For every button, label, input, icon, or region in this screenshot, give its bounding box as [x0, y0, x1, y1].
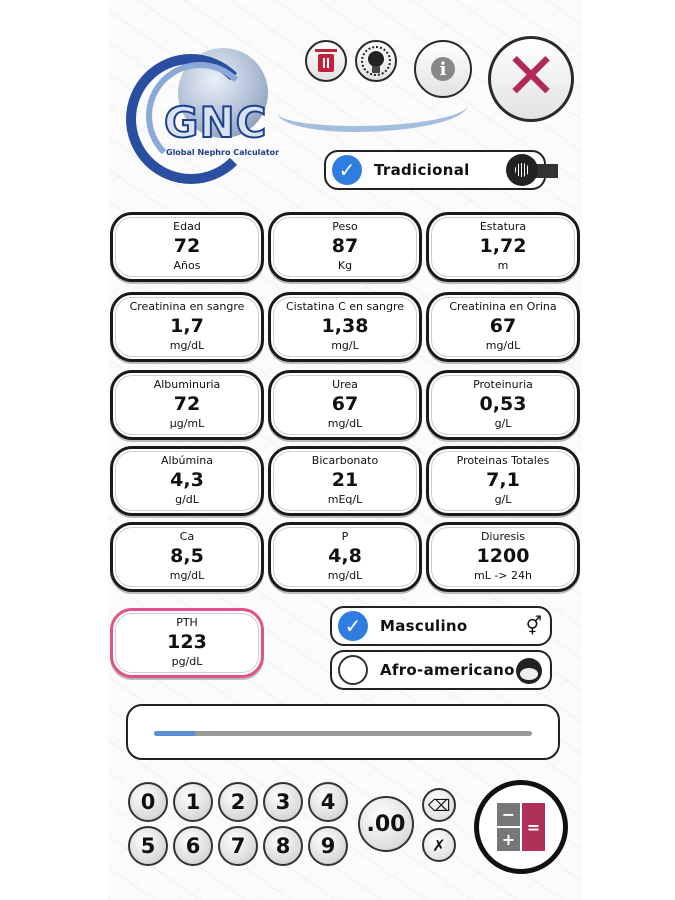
- key-0[interactable]: 0: [128, 782, 168, 822]
- field-value: 1,72: [479, 235, 527, 258]
- field-label: Proteinuria: [473, 378, 533, 392]
- tradicional-label: Tradicional: [374, 161, 470, 179]
- field-label: PTH: [176, 616, 198, 630]
- progress-fill: [154, 731, 196, 736]
- field-value: 87: [331, 235, 359, 258]
- app-screen: [108, 0, 582, 900]
- field-label: Creatinina en sangre: [129, 300, 245, 314]
- field-label: Proteinas Totales: [456, 454, 550, 468]
- info-button[interactable]: [414, 40, 472, 98]
- field-label: Albúmina: [160, 454, 214, 468]
- field-value: 0,53: [479, 393, 527, 416]
- field-value: 1200: [476, 545, 530, 568]
- field-albumina[interactable]: [110, 446, 264, 516]
- measuring-tape-icon: [506, 154, 556, 186]
- field-unit: mg/L: [331, 338, 359, 352]
- trash-icon: [318, 54, 334, 72]
- field-creatinina-en-orina[interactable]: [426, 292, 580, 362]
- field-creatinina-en-sangre[interactable]: [110, 292, 264, 362]
- field-label: Estatura: [479, 220, 527, 234]
- field-proteinas-totales[interactable]: [426, 446, 580, 516]
- field-unit: pg/dL: [171, 654, 203, 668]
- field-diuresis[interactable]: [426, 522, 580, 592]
- clear-button[interactable]: [422, 828, 456, 862]
- field-label: P: [341, 530, 349, 544]
- field-peso[interactable]: [268, 212, 422, 282]
- field-unit: mg/dL: [327, 416, 363, 430]
- backspace-button[interactable]: [422, 788, 456, 822]
- calculate-button[interactable]: [474, 780, 568, 874]
- pth-field[interactable]: [110, 608, 264, 678]
- info-icon: i: [431, 57, 455, 81]
- logo-text: GNC: [164, 98, 268, 147]
- field-unit: mL -> 24h: [474, 568, 532, 582]
- field-label: Cistatina C en sangre: [286, 300, 404, 314]
- field-value: 123: [167, 631, 207, 654]
- close-icon: ✕: [504, 40, 558, 114]
- field-value: 21: [331, 469, 359, 492]
- key-5[interactable]: 5: [128, 826, 168, 866]
- key-7[interactable]: 7: [218, 826, 258, 866]
- field-value: 72: [173, 235, 201, 258]
- tradicional-toggle[interactable]: [324, 150, 546, 190]
- field-label: Edad: [173, 220, 201, 234]
- field-value: 4,8: [328, 545, 362, 568]
- field-unit: mg/dL: [169, 568, 205, 582]
- masculino-label: Masculino: [380, 617, 468, 635]
- field-proteinuria[interactable]: [426, 370, 580, 440]
- tips-button[interactable]: [355, 40, 397, 82]
- field-albuminuria[interactable]: [110, 370, 264, 440]
- field-unit: mg/dL: [169, 338, 205, 352]
- field-ca[interactable]: [110, 522, 264, 592]
- delete-button[interactable]: [305, 40, 347, 82]
- field-value: 67: [331, 393, 359, 416]
- field-label: Urea: [332, 378, 358, 392]
- progress-track: [154, 731, 532, 736]
- lightbulb-icon: [368, 51, 384, 67]
- field-label: Diuresis: [480, 530, 526, 544]
- field-unit: mg/dL: [327, 568, 363, 582]
- field-label: Albuminuria: [153, 378, 221, 392]
- field-unit: mg/dL: [485, 338, 521, 352]
- field-unit: mEq/L: [327, 492, 363, 506]
- key-4[interactable]: 4: [308, 782, 348, 822]
- field-label: Bicarbonato: [311, 454, 379, 468]
- field-unit: Kg: [337, 258, 353, 272]
- field-urea[interactable]: [268, 370, 422, 440]
- backspace-icon: ⌫: [427, 795, 451, 815]
- field-unit: g/dL: [175, 492, 199, 506]
- afro-americano-label: Afro-americano: [380, 661, 515, 679]
- field-value: 1,7: [170, 315, 204, 338]
- field-edad[interactable]: [110, 212, 264, 282]
- calculator-icon: − = +: [497, 803, 545, 851]
- field-label: Ca: [179, 530, 195, 544]
- key-3[interactable]: 3: [263, 782, 303, 822]
- field-value: 72: [173, 393, 201, 416]
- field-unit: m: [497, 258, 509, 272]
- field-p[interactable]: [268, 522, 422, 592]
- afro-americano-toggle[interactable]: [330, 650, 552, 690]
- field-label: Creatinina en Orina: [449, 300, 557, 314]
- field-estatura[interactable]: [426, 212, 580, 282]
- field-unit: Años: [173, 258, 201, 272]
- key-6[interactable]: 6: [173, 826, 213, 866]
- field-value: 7,1: [486, 469, 520, 492]
- field-unit: g/L: [494, 416, 512, 430]
- checkmark-icon: ✓: [332, 155, 362, 185]
- key-9[interactable]: 9: [308, 826, 348, 866]
- masculino-toggle[interactable]: [330, 606, 552, 646]
- gender-icon: ⚥: [525, 616, 542, 637]
- close-button[interactable]: [488, 36, 574, 122]
- field-value: 1,38: [321, 315, 369, 338]
- field-cistatina-c-en-sangre[interactable]: [268, 292, 422, 362]
- field-unit: µg/mL: [169, 416, 205, 430]
- key-2[interactable]: 2: [218, 782, 258, 822]
- clipboard-clear-icon: ✗: [432, 835, 446, 855]
- field-value: 4,3: [170, 469, 204, 492]
- field-value: 8,5: [170, 545, 204, 568]
- face-icon: [516, 658, 542, 684]
- logo-subtitle: Global Nephro Calculator: [166, 148, 280, 157]
- field-label: Peso: [332, 220, 358, 234]
- field-value: 67: [489, 315, 517, 338]
- decimal-button[interactable]: .00: [358, 796, 414, 852]
- key-8[interactable]: 8: [263, 826, 303, 866]
- checkmark-icon: ✓: [338, 611, 368, 641]
- field-unit: g/L: [494, 492, 512, 506]
- key-1[interactable]: 1: [173, 782, 213, 822]
- field-bicarbonato[interactable]: [268, 446, 422, 516]
- unchecked-circle-icon: [338, 655, 368, 685]
- progress-bar: [126, 704, 560, 760]
